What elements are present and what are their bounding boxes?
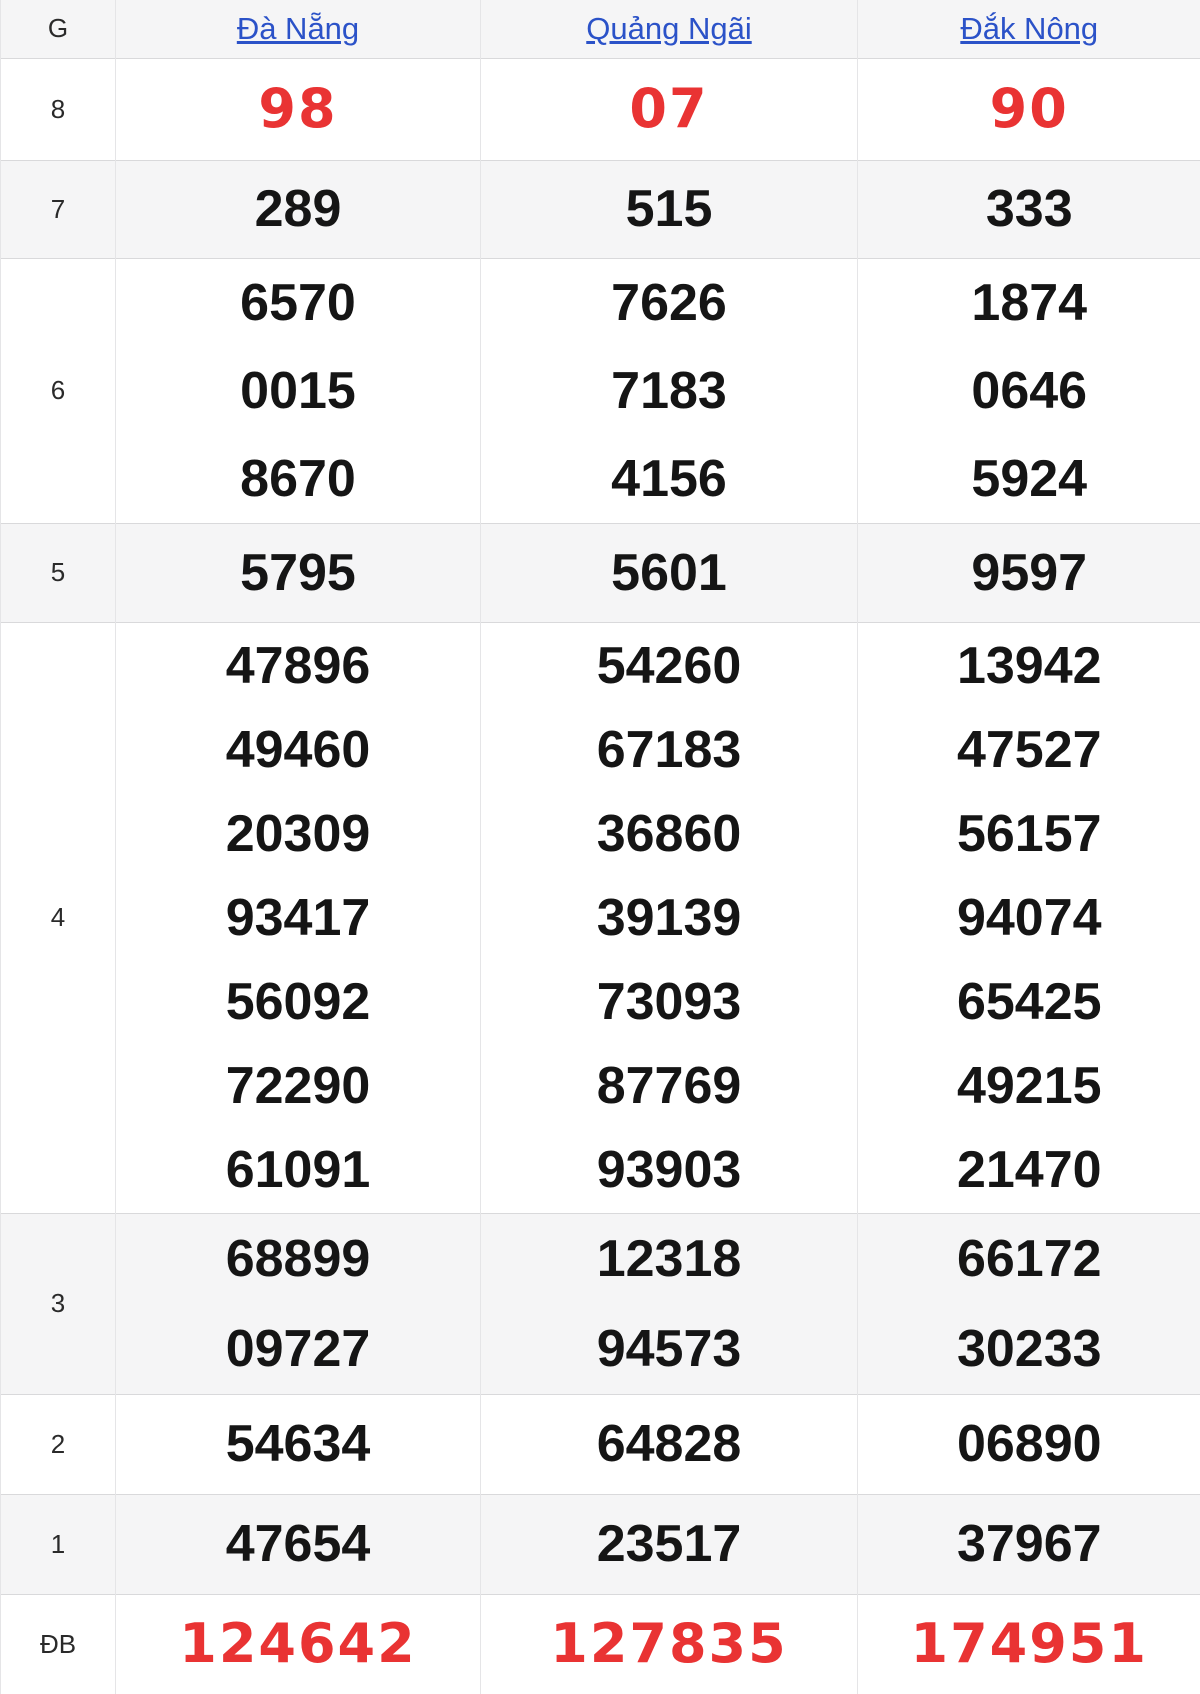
province-link-dak-nong[interactable]: Đắk Nông (960, 11, 1098, 46)
prize-row-8 (1, 58, 1200, 160)
prize-number: 94074 (858, 876, 1200, 960)
header-row (1, 0, 1200, 58)
prize-row-2 (1, 1394, 1200, 1494)
prize-column-header: G (1, 0, 116, 58)
prize-number: 30233 (858, 1304, 1200, 1394)
prize-number: 23517 (481, 1518, 857, 1570)
prize-label: ĐB (1, 1594, 116, 1694)
prize-row-5 (1, 523, 1200, 622)
prize-number: 36860 (481, 792, 857, 876)
prize-number: 1874 (858, 259, 1200, 347)
prize-number: 127835 (481, 1617, 857, 1671)
prize-number: 67183 (481, 708, 857, 792)
prize-number: 9597 (858, 547, 1200, 599)
prize-number: 56157 (858, 792, 1200, 876)
prize-label: 7 (1, 160, 116, 258)
prize-number: 54260 (481, 624, 857, 708)
prize-number: 37967 (858, 1518, 1200, 1570)
prize-number: 47527 (858, 708, 1200, 792)
prize-number: 87769 (481, 1044, 857, 1128)
prize-number: 7626 (481, 259, 857, 347)
prize-number: 98 (116, 82, 480, 136)
prize-number: 4156 (481, 435, 857, 523)
prize-number: 61091 (116, 1128, 480, 1212)
prize-number: 90 (858, 82, 1200, 136)
prize-number: 73093 (481, 960, 857, 1044)
prize-number: 289 (116, 183, 480, 235)
prize-number: 333 (858, 183, 1200, 235)
prize-label: 4 (1, 622, 116, 1213)
prize-row-1 (1, 1494, 1200, 1594)
prize-label: 8 (1, 58, 116, 160)
prize-number: 7183 (481, 347, 857, 435)
prize-number: 49215 (858, 1044, 1200, 1128)
prize-number: 5601 (481, 547, 857, 599)
prize-row-7 (1, 160, 1200, 258)
prize-label: 5 (1, 523, 116, 622)
prize-label: 1 (1, 1494, 116, 1594)
prize-number: 68899 (116, 1214, 480, 1304)
prize-number: 93417 (116, 876, 480, 960)
prize-number: 515 (481, 183, 857, 235)
prize-number: 21470 (858, 1128, 1200, 1212)
prize-number: 20309 (116, 792, 480, 876)
prize-number: 09727 (116, 1304, 480, 1394)
prize-number: 8670 (116, 435, 480, 523)
prize-number: 5924 (858, 435, 1200, 523)
prize-number: 66172 (858, 1214, 1200, 1304)
prize-label: 2 (1, 1394, 116, 1494)
prize-number: 72290 (116, 1044, 480, 1128)
prize-row-6 (1, 258, 1200, 523)
prize-number: 65425 (858, 960, 1200, 1044)
province-link-da-nang[interactable]: Đà Nẵng (237, 11, 359, 46)
prize-number: 06890 (858, 1418, 1200, 1470)
prize-number: 49460 (116, 708, 480, 792)
prize-number: 124642 (116, 1617, 480, 1671)
prize-row-3 (1, 1213, 1200, 1394)
prize-number: 64828 (481, 1418, 857, 1470)
prize-number: 07 (481, 82, 857, 136)
prize-number: 0646 (858, 347, 1200, 435)
prize-number: 56092 (116, 960, 480, 1044)
prize-number: 93903 (481, 1128, 857, 1212)
prize-number: 39139 (481, 876, 857, 960)
prize-number: 13942 (858, 624, 1200, 708)
prize-row-db (1, 1594, 1200, 1694)
prize-number: 5795 (116, 547, 480, 599)
prize-number: 12318 (481, 1214, 857, 1304)
prize-number: 0015 (116, 347, 480, 435)
prize-label: 3 (1, 1213, 116, 1394)
prize-number: 47896 (116, 624, 480, 708)
prize-number: 6570 (116, 259, 480, 347)
prize-number: 94573 (481, 1304, 857, 1394)
prize-label: 6 (1, 258, 116, 523)
province-link-quang-ngai[interactable]: Quảng Ngãi (586, 11, 751, 46)
prize-number: 47654 (116, 1518, 480, 1570)
prize-row-4 (1, 622, 1200, 1213)
prize-number: 54634 (116, 1418, 480, 1470)
prize-number: 174951 (858, 1617, 1200, 1671)
